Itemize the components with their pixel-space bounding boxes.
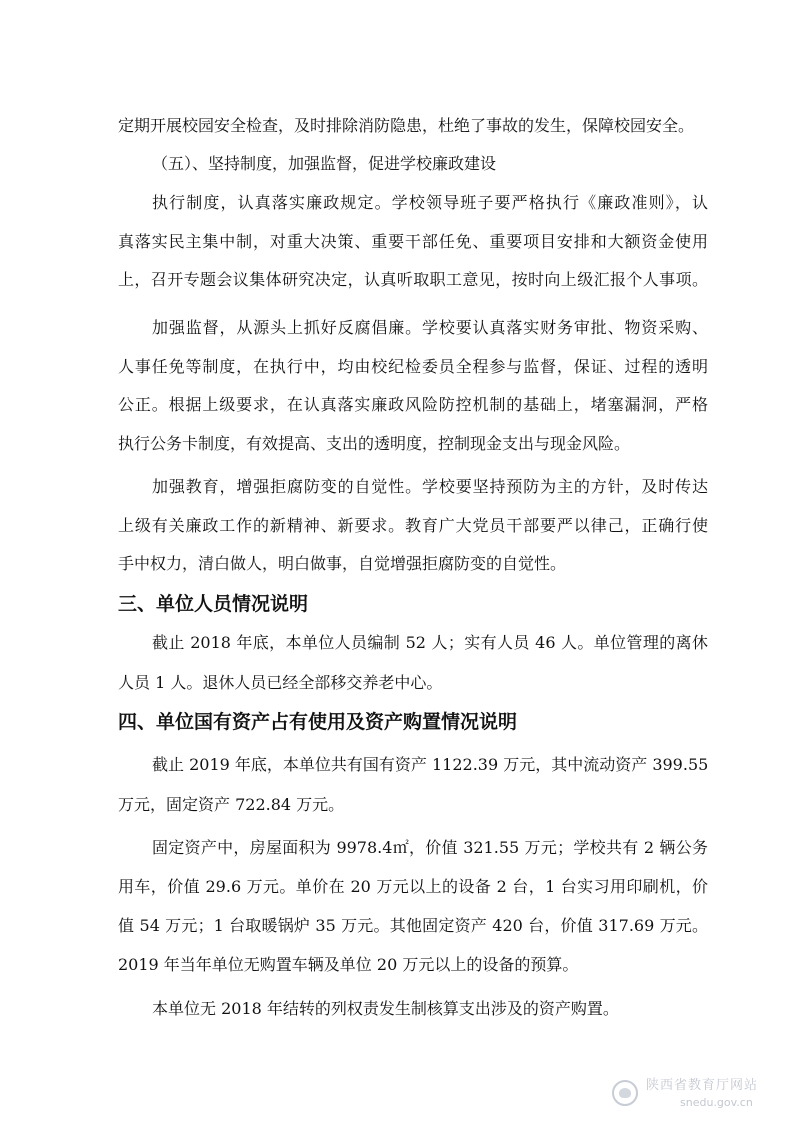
paragraph-line: 真落实民主集中制，对重大决策、重要干部任免、重要项目安排和大额资金使用 <box>118 232 708 251</box>
paragraph-line: 固定资产中，房屋面积为 9978.4㎡，价值 321.55 万元；学校共有 2 辆公务 <box>152 838 708 857</box>
site-watermark <box>612 1078 782 1118</box>
paragraph-line: 万元，固定资产 722.84 万元。 <box>118 795 345 814</box>
watermark-url: snedu.gov.cn <box>680 1096 753 1109</box>
paragraph-line: 2019 年当年单位无购置车辆及单位 20 万元以上的设备的预算。 <box>118 955 579 974</box>
paragraph-line: 加强教育，增强拒腐防变的自觉性。学校要坚持预防为主的方针，及时传达 <box>152 477 708 496</box>
paragraph-line: 公正。根据上级要求，在认真落实廉政风险防控机制的基础上，堵塞漏洞，严格 <box>118 395 708 414</box>
paragraph-line: 执行制度，认真落实廉政规定。学校领导班子要严格执行《廉政准则》，认 <box>152 193 708 212</box>
emblem-icon <box>612 1080 638 1106</box>
paragraph-line: 截止 2018 年底，本单位人员编制 52 人；实有人员 46 人。单位管理的离休 <box>152 633 708 652</box>
paragraph-line: 上，召开专题会议集体研究决定，认真听取职工意见，按时向上级汇报个人事项。 <box>118 270 708 289</box>
section-heading: 三、单位人员情况说明 <box>118 593 309 615</box>
paragraph-line: 截止 2019 年底，本单位共有国有资产 1122.39 万元，其中流动资产 399.55 <box>152 755 709 774</box>
paragraph-line: 上级有关廉政工作的新精神、新要求。教育广大党员干部要严以律己，正确行使 <box>118 516 708 535</box>
paragraph-line: 值 54 万元；1 台取暖锅炉 35 万元。其他固定资产 420 台，价值 317.69 万元。 <box>118 916 708 935</box>
paragraph-line: 用车，价值 29.6 万元。单价在 20 万元以上的设备 2 台，1 台实习用印刷机，价 <box>118 877 708 896</box>
paragraph-line: 定期开展校园安全检查，及时排除消防隐患，杜绝了事故的发生，保障校园安全。 <box>118 116 695 135</box>
section-subheading: （五）、坚持制度，加强监督，促进学校廉政建设 <box>152 154 497 173</box>
paragraph-line: 人事任免等制度，在执行中，均由校纪检委员全程参与监督，保证、过程的透明 <box>118 357 708 376</box>
paragraph-line: 加强监督，从源头上抓好反腐倡廉。学校要认真落实财务审批、物资采购、 <box>152 318 708 337</box>
watermark-title: 陕西省教育厅网站 <box>646 1078 759 1093</box>
paragraph-line: 本单位无 2018 年结转的列权责发生制核算支出涉及的资产购置。 <box>152 999 619 1018</box>
paragraph-line: 人员 1 人。退休人员已经全部移交养老中心。 <box>118 673 443 692</box>
paragraph-line: 执行公务卡制度，有效提高、支出的透明度，控制现金支出与现金风险。 <box>118 434 631 453</box>
section-heading: 四、单位国有资产占有使用及资产购置情况说明 <box>118 711 518 733</box>
paragraph-line: 手中权力，清白做人，明白做事，自觉增强拒腐防变的自觉性。 <box>118 554 567 573</box>
